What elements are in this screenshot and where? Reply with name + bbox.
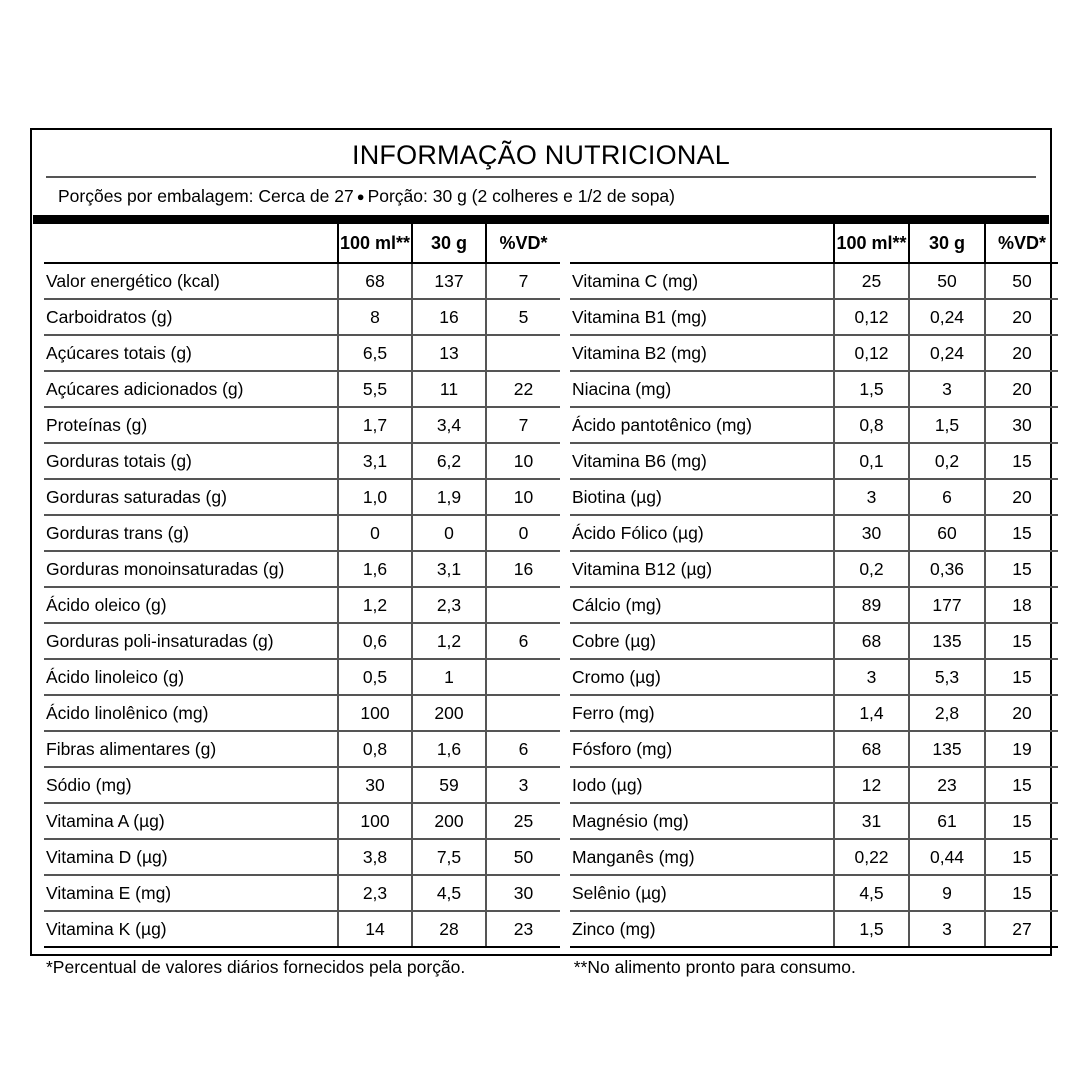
value-per-portion: 2,8 xyxy=(909,695,985,731)
value-per-100ml: 1,2 xyxy=(338,587,412,623)
table-row xyxy=(570,767,1058,803)
nutrient-name: Vitamina B6 (mg) xyxy=(570,443,834,479)
table-row xyxy=(44,875,560,911)
value-per-100ml: 3 xyxy=(834,659,909,695)
page-title: INFORMAÇÃO NUTRICIONAL xyxy=(352,140,730,170)
table-row xyxy=(44,803,560,839)
value-per-100ml: 0,22 xyxy=(834,839,909,875)
nutrient-name: Selênio (µg) xyxy=(570,875,834,911)
value-percent-vd: 30 xyxy=(985,407,1058,443)
table-row xyxy=(570,659,1058,695)
value-per-100ml: 6,5 xyxy=(338,335,412,371)
header-per-100ml: 100 ml** xyxy=(338,224,412,263)
table-row xyxy=(44,443,560,479)
value-per-100ml: 25 xyxy=(834,263,909,299)
nutrient-name: Carboidratos (g) xyxy=(44,299,338,335)
value-per-portion: 9 xyxy=(909,875,985,911)
nutrient-name: Gorduras totais (g) xyxy=(44,443,338,479)
value-per-100ml: 0,12 xyxy=(834,299,909,335)
value-per-portion: 0 xyxy=(412,515,486,551)
value-percent-vd: 3 xyxy=(486,767,560,803)
right-table-header-row xyxy=(570,224,1058,263)
table-row xyxy=(570,371,1058,407)
value-per-portion: 11 xyxy=(412,371,486,407)
value-per-portion: 6,2 xyxy=(412,443,486,479)
value-per-100ml: 68 xyxy=(834,731,909,767)
value-per-portion: 16 xyxy=(412,299,486,335)
table-row xyxy=(44,479,560,515)
value-percent-vd: 19 xyxy=(985,731,1058,767)
value-percent-vd: 15 xyxy=(985,803,1058,839)
right-table-column xyxy=(570,224,1046,948)
value-percent-vd: 6 xyxy=(486,731,560,767)
header-nutrient xyxy=(44,224,338,263)
nutrient-name: Gorduras poli-insaturadas (g) xyxy=(44,623,338,659)
value-per-100ml: 89 xyxy=(834,587,909,623)
value-per-portion: 4,5 xyxy=(412,875,486,911)
label-header xyxy=(32,130,1050,215)
table-row xyxy=(44,659,560,695)
value-percent-vd: 20 xyxy=(985,371,1058,407)
nutrient-name: Vitamina A (µg) xyxy=(44,803,338,839)
table-row xyxy=(570,407,1058,443)
nutrient-name: Gorduras monoinsaturadas (g) xyxy=(44,551,338,587)
value-per-portion: 60 xyxy=(909,515,985,551)
value-percent-vd: 50 xyxy=(985,263,1058,299)
value-percent-vd: 50 xyxy=(486,839,560,875)
table-row xyxy=(44,299,560,335)
nutrient-name: Proteínas (g) xyxy=(44,407,338,443)
value-percent-vd: 10 xyxy=(486,479,560,515)
nutrient-name: Niacina (mg) xyxy=(570,371,834,407)
header-per-portion: 30 g xyxy=(412,224,486,263)
table-row xyxy=(44,587,560,623)
value-per-portion: 135 xyxy=(909,731,985,767)
nutrient-name: Açúcares totais (g) xyxy=(44,335,338,371)
value-per-portion: 0,2 xyxy=(909,443,985,479)
value-per-100ml: 0,1 xyxy=(834,443,909,479)
footnote-percent-daily-values: *Percentual de valores diários fornecidos pela porção. xyxy=(46,957,466,978)
value-per-portion: 23 xyxy=(909,767,985,803)
nutrient-name: Ferro (mg) xyxy=(570,695,834,731)
value-per-portion: 3 xyxy=(909,911,985,947)
thick-rule-divider xyxy=(33,215,1049,224)
table-row xyxy=(570,695,1058,731)
value-per-100ml: 14 xyxy=(338,911,412,947)
table-row xyxy=(44,407,560,443)
value-per-portion: 5,3 xyxy=(909,659,985,695)
nutrient-name: Gorduras trans (g) xyxy=(44,515,338,551)
table-row xyxy=(570,875,1058,911)
table-row xyxy=(570,911,1058,947)
value-per-100ml: 68 xyxy=(834,623,909,659)
table-row xyxy=(44,263,560,299)
nutrient-name: Fósforo (mg) xyxy=(570,731,834,767)
value-per-100ml: 0,6 xyxy=(338,623,412,659)
table-row xyxy=(44,371,560,407)
footnote-ready-to-consume: **No alimento pronto para consumo. xyxy=(573,957,856,978)
table-row xyxy=(570,299,1058,335)
value-per-100ml: 100 xyxy=(338,695,412,731)
nutrient-name: Ácido oleico (g) xyxy=(44,587,338,623)
value-per-100ml: 1,6 xyxy=(338,551,412,587)
nutrient-name: Ácido pantotênico (mg) xyxy=(570,407,834,443)
nutrient-name: Sódio (mg) xyxy=(44,767,338,803)
value-per-100ml: 0 xyxy=(338,515,412,551)
value-percent-vd: 15 xyxy=(985,515,1058,551)
value-percent-vd: 15 xyxy=(985,875,1058,911)
value-percent-vd: 6 xyxy=(486,623,560,659)
table-row xyxy=(570,731,1058,767)
value-per-portion: 61 xyxy=(909,803,985,839)
serving-information xyxy=(46,178,1036,215)
nutrient-name: Vitamina D (µg) xyxy=(44,839,338,875)
value-per-100ml: 0,8 xyxy=(338,731,412,767)
value-per-portion: 1 xyxy=(412,659,486,695)
value-per-portion: 3,4 xyxy=(412,407,486,443)
nutrient-name: Fibras alimentares (g) xyxy=(44,731,338,767)
table-row xyxy=(44,551,560,587)
value-per-portion: 0,44 xyxy=(909,839,985,875)
value-per-100ml: 100 xyxy=(338,803,412,839)
value-per-portion: 7,5 xyxy=(412,839,486,875)
value-per-portion: 28 xyxy=(412,911,486,947)
value-per-portion: 1,2 xyxy=(412,623,486,659)
value-per-100ml: 1,0 xyxy=(338,479,412,515)
value-per-100ml: 3,1 xyxy=(338,443,412,479)
value-per-100ml: 3,8 xyxy=(338,839,412,875)
value-per-100ml: 1,5 xyxy=(834,371,909,407)
value-percent-vd xyxy=(486,659,560,695)
table-row xyxy=(44,839,560,875)
value-per-portion: 177 xyxy=(909,587,985,623)
table-row xyxy=(44,335,560,371)
value-per-portion: 135 xyxy=(909,623,985,659)
value-percent-vd: 18 xyxy=(985,587,1058,623)
nutrient-name: Gorduras saturadas (g) xyxy=(44,479,338,515)
header-nutrient xyxy=(570,224,834,263)
table-row xyxy=(570,443,1058,479)
table-row xyxy=(44,731,560,767)
value-per-100ml: 31 xyxy=(834,803,909,839)
table-row xyxy=(570,515,1058,551)
nutrition-facts-label xyxy=(30,128,1052,978)
nutrient-name: Iodo (µg) xyxy=(570,767,834,803)
value-per-portion: 1,5 xyxy=(909,407,985,443)
value-per-portion: 3 xyxy=(909,371,985,407)
nutrient-name: Vitamina K (µg) xyxy=(44,911,338,947)
value-per-100ml: 1,7 xyxy=(338,407,412,443)
value-per-100ml: 0,5 xyxy=(338,659,412,695)
serving-size: Porção: 30 g (2 colheres e 1/2 de sopa) xyxy=(367,186,675,206)
value-percent-vd: 20 xyxy=(985,695,1058,731)
value-percent-vd: 27 xyxy=(985,911,1058,947)
header-per-portion: 30 g xyxy=(909,224,985,263)
value-percent-vd: 15 xyxy=(985,839,1058,875)
value-percent-vd: 15 xyxy=(985,623,1058,659)
table-row xyxy=(570,479,1058,515)
nutrient-name: Açúcares adicionados (g) xyxy=(44,371,338,407)
left-table-header-row xyxy=(44,224,560,263)
value-per-100ml: 30 xyxy=(834,515,909,551)
header-percent-vd: %VD* xyxy=(985,224,1058,263)
right-nutrient-table xyxy=(570,224,1058,948)
value-per-100ml: 1,5 xyxy=(834,911,909,947)
value-percent-vd: 20 xyxy=(985,335,1058,371)
nutrient-name: Valor energético (kcal) xyxy=(44,263,338,299)
left-table-column xyxy=(44,224,560,948)
footnotes-area xyxy=(32,948,1050,982)
nutrient-name: Manganês (mg) xyxy=(570,839,834,875)
value-per-portion: 137 xyxy=(412,263,486,299)
value-percent-vd: 23 xyxy=(486,911,560,947)
table-row xyxy=(570,335,1058,371)
nutrient-name: Zinco (mg) xyxy=(570,911,834,947)
value-per-portion: 13 xyxy=(412,335,486,371)
left-nutrient-table xyxy=(44,224,560,948)
nutrient-name: Vitamina B2 (mg) xyxy=(570,335,834,371)
value-percent-vd: 15 xyxy=(985,767,1058,803)
value-percent-vd xyxy=(486,335,560,371)
nutrient-name: Vitamina B12 (µg) xyxy=(570,551,834,587)
table-row xyxy=(570,263,1058,299)
value-per-100ml: 0,12 xyxy=(834,335,909,371)
value-percent-vd: 10 xyxy=(486,443,560,479)
table-row xyxy=(570,587,1058,623)
nutrient-tables-area xyxy=(32,224,1050,948)
value-percent-vd: 22 xyxy=(486,371,560,407)
nutrient-name: Vitamina E (mg) xyxy=(44,875,338,911)
value-per-100ml: 30 xyxy=(338,767,412,803)
table-row xyxy=(570,623,1058,659)
value-per-portion: 2,3 xyxy=(412,587,486,623)
value-percent-vd: 20 xyxy=(985,479,1058,515)
value-per-100ml: 4,5 xyxy=(834,875,909,911)
table-gutter xyxy=(560,224,570,948)
value-per-portion: 3,1 xyxy=(412,551,486,587)
value-per-portion: 200 xyxy=(412,695,486,731)
nutrient-name: Vitamina B1 (mg) xyxy=(570,299,834,335)
nutrient-name: Ácido Fólico (µg) xyxy=(570,515,834,551)
header-per-100ml: 100 ml** xyxy=(834,224,909,263)
value-percent-vd: 20 xyxy=(985,299,1058,335)
nutrient-name: Cromo (µg) xyxy=(570,659,834,695)
servings-per-package: Porções por embalagem: Cerca de 27 xyxy=(58,186,354,206)
value-percent-vd: 15 xyxy=(985,659,1058,695)
value-percent-vd: 0 xyxy=(486,515,560,551)
nutrient-name: Cobre (µg) xyxy=(570,623,834,659)
value-per-100ml: 68 xyxy=(338,263,412,299)
value-per-portion: 50 xyxy=(909,263,985,299)
value-percent-vd xyxy=(486,695,560,731)
value-per-100ml: 1,4 xyxy=(834,695,909,731)
bullet-separator-icon: ● xyxy=(356,189,365,205)
table-row xyxy=(44,695,560,731)
value-per-100ml: 8 xyxy=(338,299,412,335)
value-per-portion: 0,24 xyxy=(909,299,985,335)
table-row xyxy=(44,515,560,551)
value-percent-vd: 16 xyxy=(486,551,560,587)
table-row xyxy=(570,839,1058,875)
table-row xyxy=(44,911,560,947)
value-percent-vd: 25 xyxy=(486,803,560,839)
value-percent-vd: 7 xyxy=(486,407,560,443)
value-per-portion: 200 xyxy=(412,803,486,839)
nutrient-name: Ácido linolênico (mg) xyxy=(44,695,338,731)
value-percent-vd: 5 xyxy=(486,299,560,335)
table-row xyxy=(44,767,560,803)
value-percent-vd: 15 xyxy=(985,551,1058,587)
table-row xyxy=(570,551,1058,587)
nutrient-name: Magnésio (mg) xyxy=(570,803,834,839)
header-percent-vd: %VD* xyxy=(486,224,560,263)
value-percent-vd: 7 xyxy=(486,263,560,299)
value-per-100ml: 0,8 xyxy=(834,407,909,443)
nutrient-name: Cálcio (mg) xyxy=(570,587,834,623)
value-per-100ml: 0,2 xyxy=(834,551,909,587)
nutrient-name: Ácido linoleico (g) xyxy=(44,659,338,695)
nutrient-name: Vitamina C (mg) xyxy=(570,263,834,299)
table-row xyxy=(44,623,560,659)
value-per-portion: 0,36 xyxy=(909,551,985,587)
value-per-portion: 6 xyxy=(909,479,985,515)
table-row xyxy=(570,803,1058,839)
value-percent-vd xyxy=(486,587,560,623)
value-per-100ml: 12 xyxy=(834,767,909,803)
value-per-portion: 59 xyxy=(412,767,486,803)
value-per-portion: 0,24 xyxy=(909,335,985,371)
value-percent-vd: 30 xyxy=(486,875,560,911)
value-per-100ml: 3 xyxy=(834,479,909,515)
value-per-100ml: 5,5 xyxy=(338,371,412,407)
value-per-portion: 1,9 xyxy=(412,479,486,515)
value-per-portion: 1,6 xyxy=(412,731,486,767)
value-per-100ml: 2,3 xyxy=(338,875,412,911)
value-percent-vd: 15 xyxy=(985,443,1058,479)
nutrient-name: Biotina (µg) xyxy=(570,479,834,515)
